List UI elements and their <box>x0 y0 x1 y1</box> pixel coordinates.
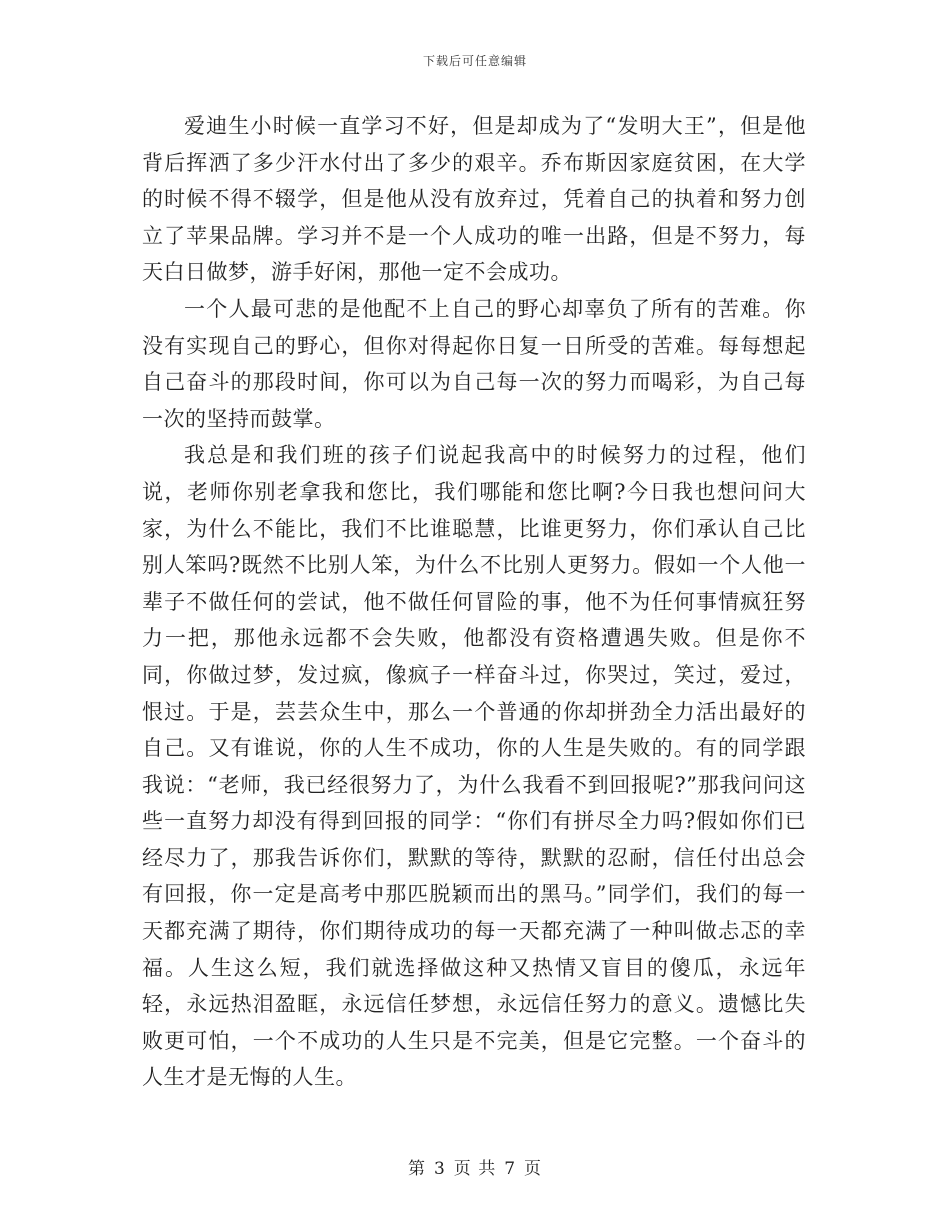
footer-middle: 页 共 <box>453 1159 497 1179</box>
document-body <box>142 108 806 1096</box>
footer-current-page: 3 <box>433 1159 446 1179</box>
footer-suffix: 页 <box>524 1159 543 1179</box>
paragraph-2: 一个人最可悲的是他配不上自己的野心却辜负了所有的苦难。你没有实现自己的野心，但你对得起你日复一日所受的苦难。每每想起自己奋斗的那段时间，你可以为自己每一次的努力而喝彩，为自己每一次的坚持而鼓掌。 <box>142 296 806 431</box>
paragraph-3: 我总是和我们班的孩子们说起我高中的时候努力的过程，他们说，老师你别老拿我和您比，我们哪能和您比啊?今日我也想问问大家，为什么不能比，我们不比谁聪慧，比谁更努力，你们承认自己比别人笨吗?既然不比别人笨，为什么不比别人更努力。假如一个人他一辈子不做任何的尝试，他不做任何冒险的事，他不为任何事情疯狂努力一把，那他永远都不会失败，他都没有资格遭遇失败。但是你不同，你做过梦，发过疯，像疯子一样奋斗过，你哭过，笑过，爱过，恨过。于是，芸芸众生中，那么一个普通的你却拼劲全力活出最好的自己。又有谁说，你的人生不成功，你的人生是失败的。有的同学跟我说：“老师，我已经很努力了，为什么我看不到回报呢?”那我问问这些一直努力却没有得到回报的同学：“你们有拼尽全力吗?假如你们已经尽力了，那我告诉你们，默默的等待，默默的忍耐，信任付出总会有回报，你一定是高考中那匹脱颖而出的黑马。”同学们，我们的每一天都充满了期待，你们期待成功的每一天都充满了一种叫做忐忑的幸福。人生这么短，我们就选择做这种又热情又盲目的傻瓜，永远年轻，永远热泪盈眶，永远信任梦想，永远信任努力的意义。遗憾比失败更可怕，一个不成功的人生只是不完美，但是它完整。一个奋斗的人生才是无悔的人生。 <box>142 443 806 1090</box>
page-footer <box>0 1154 950 1179</box>
footer-prefix: 第 <box>407 1159 426 1179</box>
header-text: 下载后可任意编辑 <box>422 54 527 68</box>
footer-total-pages: 7 <box>504 1159 517 1179</box>
paragraph-1: 爱迪生小时候一直学习不好，但是却成为了“发明大王”，但是他背后挥洒了多少汗水付出了多少的艰辛。乔布斯因家庭贫困，在大学的时候不得不辍学，但是他从没有放弃过，凭着自己的执着和努力创立了苹果品牌。学习并不是一个人成功的唯一出路，但是不努力，每天白日做梦，游手好闲，那他一定不会成功。 <box>142 114 806 285</box>
page-header <box>0 52 950 69</box>
